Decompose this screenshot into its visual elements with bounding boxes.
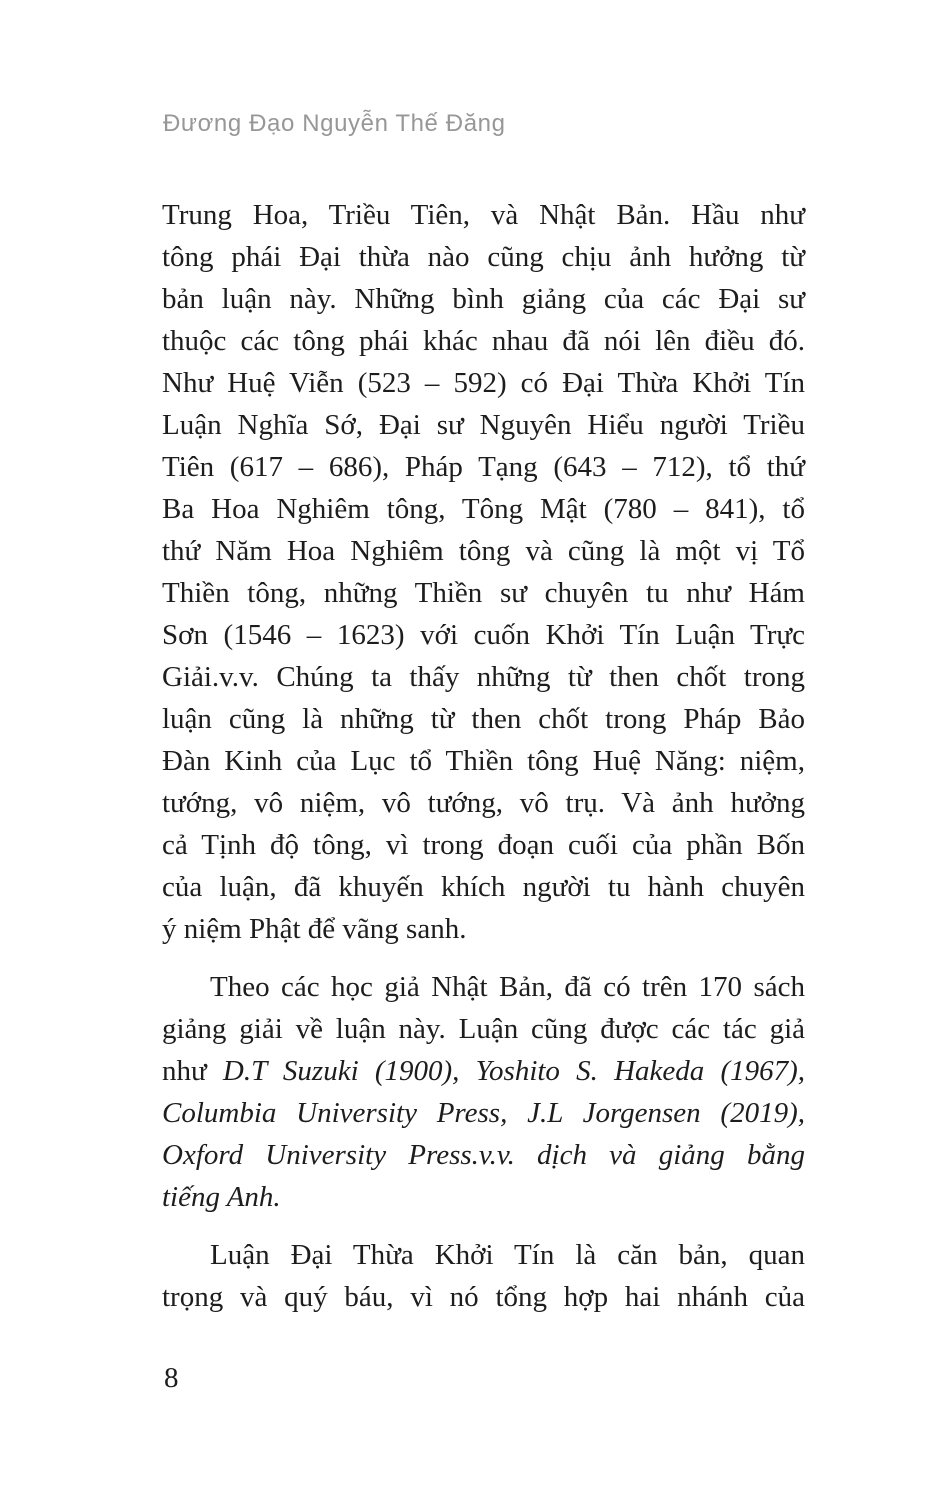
text-segment: Luận Đại Thừa Khởi Tín là căn bản, quan	[210, 1239, 805, 1271]
text-line	[162, 488, 805, 530]
text-line	[162, 446, 805, 488]
text-segment: bản luận này. Những bình giảng của các Đại sư	[162, 283, 805, 315]
text-segment: Trung Hoa, Triều Tiên, và Nhật Bản. Hầu như	[162, 199, 805, 231]
text-line	[162, 866, 805, 908]
text-line	[162, 1234, 805, 1276]
text-segment: luận cũng là những từ then chốt trong Pháp Bảo	[162, 703, 805, 735]
text-segment: của luận, đã khuyến khích người tu hành chuyên	[162, 871, 805, 903]
text-segment: Đàn Kinh của Lục tổ Thiền tông Huệ Năng: niệm,	[162, 745, 805, 777]
running-header-author: Đương Đạo Nguyễn Thế Đăng	[163, 110, 506, 137]
text-segment: Ba Hoa Nghiêm tông, Tông Mật (780 – 841), tổ	[162, 493, 805, 525]
text-line	[162, 278, 805, 320]
text-line	[162, 1050, 805, 1092]
text-line	[162, 1134, 805, 1176]
text-line	[162, 1092, 805, 1134]
text-segment: ý niệm Phật để vãng sanh.	[162, 913, 467, 945]
text-line	[162, 656, 805, 698]
text-line	[162, 782, 805, 824]
text-line	[162, 614, 805, 656]
page-number: 8	[164, 1362, 179, 1394]
text-line	[162, 1176, 805, 1218]
text-segment: Theo các học giả Nhật Bản, đã có trên 170 sách	[210, 971, 805, 1003]
text-line	[162, 362, 805, 404]
page-body	[162, 194, 805, 1318]
text-line	[162, 404, 805, 446]
text-line	[162, 966, 805, 1008]
text-line	[162, 236, 805, 278]
text-line	[162, 1276, 805, 1318]
text-segment: thứ Năm Hoa Nghiêm tông và cũng là một vị Tổ	[162, 535, 805, 567]
text-line	[162, 908, 805, 950]
text-line	[162, 194, 805, 236]
text-segment: Sơn (1546 – 1623) với cuốn Khởi Tín Luận Trực	[162, 619, 805, 651]
text-segment: Luận Nghĩa Sớ, Đại sư Nguyên Hiểu người Triều	[162, 409, 805, 441]
text-line	[162, 572, 805, 614]
text-line	[162, 530, 805, 572]
text-segment: Như Huệ Viễn (523 – 592) có Đại Thừa Khởi Tín	[162, 367, 805, 399]
text-segment: tông phái Đại thừa nào cũng chịu ảnh hưởng từ	[162, 241, 805, 273]
text-segment: Giải.v.v. Chúng ta thấy những từ then chốt trong	[162, 661, 805, 693]
italic-text-segment: tiếng Anh.	[162, 1181, 281, 1213]
italic-text-segment: Columbia University Press, J.L Jorgensen (2019),	[162, 1097, 805, 1129]
text-segment: trọng và quý báu, vì nó tổng hợp hai nhánh của	[162, 1281, 805, 1313]
text-line	[162, 824, 805, 866]
text-segment: cả Tịnh độ tông, vì trong đoạn cuối của phần Bốn	[162, 829, 805, 861]
text-line	[162, 740, 805, 782]
text-segment: Tiên (617 – 686), Pháp Tạng (643 – 712), tổ thứ	[162, 451, 805, 483]
text-segment: thuộc các tông phái khác nhau đã nói lên điều đó.	[162, 325, 805, 357]
text-segment: giảng giải về luận này. Luận cũng được các tác giả	[162, 1013, 805, 1045]
text-line	[162, 1008, 805, 1050]
italic-text-segment: Oxford University Press.v.v. dịch và giảng bằng	[162, 1139, 805, 1171]
text-line	[162, 698, 805, 740]
italic-text-segment: D.T Suzuki (1900), Yoshito S. Hakeda (1967),	[222, 1055, 806, 1087]
text-line	[162, 320, 805, 362]
text-segment: như	[162, 1055, 223, 1087]
text-segment: tướng, vô niệm, vô tướng, vô trụ. Và ảnh hưởng	[162, 787, 805, 819]
text-segment: Thiền tông, những Thiền sư chuyên tu như Hám	[162, 577, 805, 609]
